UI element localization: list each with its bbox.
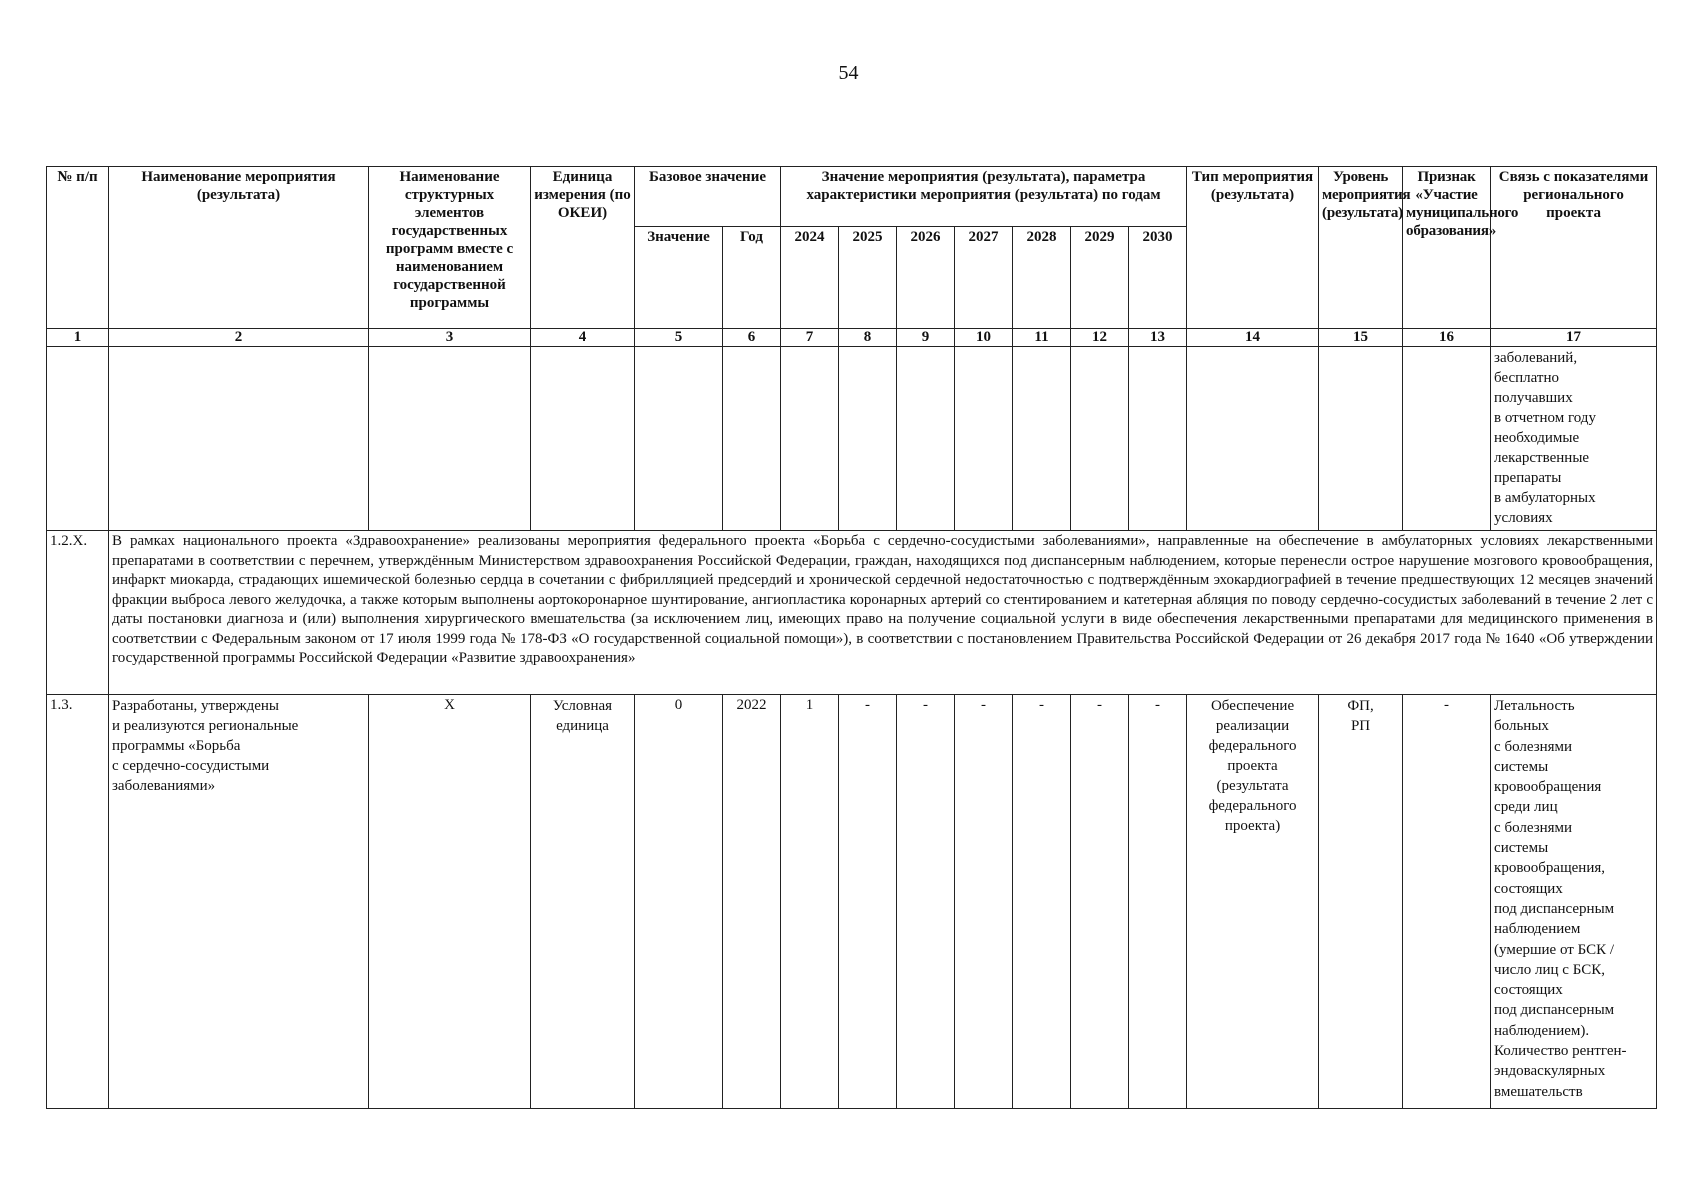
municipal-participation: - xyxy=(1403,695,1491,1109)
column-number: 7 xyxy=(781,329,839,347)
text-line: РП xyxy=(1350,718,1371,734)
text-line: препараты xyxy=(1494,470,1562,486)
text-line: больных xyxy=(1494,718,1549,735)
text-line: в амбулаторных xyxy=(1494,490,1596,506)
column-number: 12 xyxy=(1071,329,1129,347)
header-num: № п/п xyxy=(47,167,109,329)
header-unit: Единица измерения (по ОКЕИ) xyxy=(531,167,635,329)
struct-element: Х xyxy=(369,695,531,1109)
text-line: состоящих xyxy=(1494,982,1563,999)
year-value: - xyxy=(955,695,1013,1109)
column-number: 6 xyxy=(723,329,781,347)
text-line: проекта) xyxy=(1224,818,1281,834)
text-line: с сердечно-сосудистыми xyxy=(112,758,270,774)
year-value: - xyxy=(897,695,955,1109)
text-line: под диспансерным xyxy=(1494,1002,1615,1019)
text-line: (результата xyxy=(1216,778,1289,794)
header-year: 2027 xyxy=(955,227,1013,329)
column-number: 10 xyxy=(955,329,1013,347)
text-line: федерального xyxy=(1208,798,1297,814)
measure-level xyxy=(1319,695,1403,1109)
text-line: среди лиц xyxy=(1494,799,1558,816)
row-description: В рамках национального проекта «Здравоохранение» реализованы мероприятия федерального проекта «Борьба с сердечно-сосудистыми заболеваниями», направленные на обеспечение в амбулаторных условиях лекарственными препаратами в соответствии с перечнем, утверждённым Министерством здравоохранения Российской Федерации, граждан, находящихся под диспансерным наблюдением, которые перенесли острое нарушение мозгового кровообращения, инфаркт миокарда, страдающих ишемической болезнью сердца в сочетании с фибрилляцией предсердий и хронической сердечной недостаточностью с подтверждённым эхокардиографией в течение предшествующих 12 месяцев значений фракции выброса левого желудочка, а также которым выполнены аортокоронарное шунтирование, ангиопластика коронарных артерий со стентированием и катетерная абляция по поводу сердечно-сосудистых заболеваний в течение 2 лет с даты постановки диагноза и (или) выполнения хирургического вмешательства (за исключением лиц, имеющих право на получение социальной услуги в виде обеспечения лекарственными препаратами для медицинского применения в соответствии с Федеральным законом от 17 июля 1999 года № 178-ФЗ «О государственной социальной помощи»), в соответствии с постановлением Правительства Российской Федерации от 26 декабря 2017 года № 1640 «Об утверждении государственной программы Российской Федерации «Развитие здравоохранения» xyxy=(109,531,1657,695)
text-line: с болезнями xyxy=(1494,819,1573,836)
text-line: Летальность xyxy=(1494,698,1575,714)
text-line: бесплатно xyxy=(1494,370,1560,386)
measures-table xyxy=(46,166,1657,1109)
row-number: 1.3. xyxy=(47,695,109,1109)
header-year: 2026 xyxy=(897,227,955,329)
continuation-link-cell xyxy=(1491,347,1657,531)
text-line: Разработаны, утверждены xyxy=(112,698,279,714)
text-line: наблюдением xyxy=(1494,921,1581,938)
header-level: Уровень мероприятия (результата) xyxy=(1319,167,1403,329)
text-line: системы xyxy=(1494,840,1549,857)
text-line: и реализуются региональные xyxy=(112,718,299,734)
header-municipal: Признак «Участие муниципального образования» xyxy=(1403,167,1491,329)
unit xyxy=(531,695,635,1109)
header-link: Связь с показателями регионального проекта xyxy=(1491,167,1657,329)
text-line: единица xyxy=(556,718,609,734)
text-line: число лиц с БСК, xyxy=(1494,961,1605,978)
header-year: 2024 xyxy=(781,227,839,329)
column-number: 13 xyxy=(1129,329,1187,347)
column-number: 5 xyxy=(635,329,723,347)
text-line: наблюдением). xyxy=(1494,1022,1590,1039)
text-line: с болезнями xyxy=(1494,738,1573,755)
base-year: 2022 xyxy=(723,695,781,1109)
regional-indicator-link xyxy=(1491,695,1657,1109)
text-line: (умершие от БСК / xyxy=(1494,941,1615,958)
text-line: ФП, xyxy=(1347,698,1374,714)
header-type: Тип мероприятия (результата) xyxy=(1187,167,1319,329)
column-number: 2 xyxy=(109,329,369,347)
text-line: вмешательств xyxy=(1494,1083,1583,1100)
text-line: заболеваниями» xyxy=(112,778,216,794)
text-line: федерального xyxy=(1208,738,1297,754)
text-line: Количество рентген- xyxy=(1494,1043,1627,1060)
text-line: условиях xyxy=(1494,510,1553,526)
text-line: Условная xyxy=(552,698,613,714)
header-struct: Наименование структурных элементов государственных программ вместе с наименованием государственной программы xyxy=(369,167,531,329)
column-number: 3 xyxy=(369,329,531,347)
page-number: 54 xyxy=(838,62,859,84)
header-year: 2030 xyxy=(1129,227,1187,329)
column-numbers-row xyxy=(47,329,1657,347)
row-number: 1.2.Х. xyxy=(47,531,109,695)
continuation-row xyxy=(47,347,1657,531)
row-1-3 xyxy=(47,695,1657,1109)
text-line: под диспансерным xyxy=(1494,900,1615,917)
text-line: кровообращения, xyxy=(1494,860,1606,877)
column-number: 16 xyxy=(1403,329,1491,347)
text-line: системы xyxy=(1494,758,1549,775)
text-line: эндоваскулярных xyxy=(1494,1063,1606,1080)
year-value: - xyxy=(1013,695,1071,1109)
text-line: заболеваний, xyxy=(1494,350,1578,366)
base-value: 0 xyxy=(635,695,723,1109)
header-base-value: Значение xyxy=(635,227,723,329)
text-line: в отчетном году xyxy=(1494,410,1596,426)
year-value: - xyxy=(1129,695,1187,1109)
text-line: программы «Борьба xyxy=(112,738,241,754)
text-line: Обеспечение xyxy=(1210,698,1295,714)
measure-name xyxy=(109,695,369,1109)
header-year: 2028 xyxy=(1013,227,1071,329)
year-value: - xyxy=(1071,695,1129,1109)
measure-type xyxy=(1187,695,1319,1109)
column-number: 14 xyxy=(1187,329,1319,347)
column-number: 4 xyxy=(531,329,635,347)
text-line: кровообращения xyxy=(1494,779,1602,796)
text-line: получавших xyxy=(1494,390,1573,406)
header-row-1 xyxy=(47,167,1657,227)
year-value: - xyxy=(839,695,897,1109)
column-number: 17 xyxy=(1491,329,1657,347)
header-base-group: Базовое значение xyxy=(635,167,781,227)
text-line: необходимые xyxy=(1494,430,1580,446)
header-base-year: Год xyxy=(723,227,781,329)
column-number: 1 xyxy=(47,329,109,347)
text-line: состоящих xyxy=(1494,880,1563,897)
header-year: 2025 xyxy=(839,227,897,329)
header-name: Наименование мероприятия (результата) xyxy=(109,167,369,329)
column-number: 11 xyxy=(1013,329,1071,347)
year-value: 1 xyxy=(781,695,839,1109)
row-1-2-x xyxy=(47,531,1657,695)
text-line: проекта xyxy=(1227,758,1278,774)
column-number: 8 xyxy=(839,329,897,347)
text-line: лекарственные xyxy=(1494,450,1590,466)
text-line: реализации xyxy=(1215,718,1290,734)
column-number: 9 xyxy=(897,329,955,347)
column-number: 15 xyxy=(1319,329,1403,347)
header-year: 2029 xyxy=(1071,227,1129,329)
header-years-group: Значение мероприятия (результата), параметра характеристики мероприятия (результата) по годам xyxy=(781,167,1187,227)
